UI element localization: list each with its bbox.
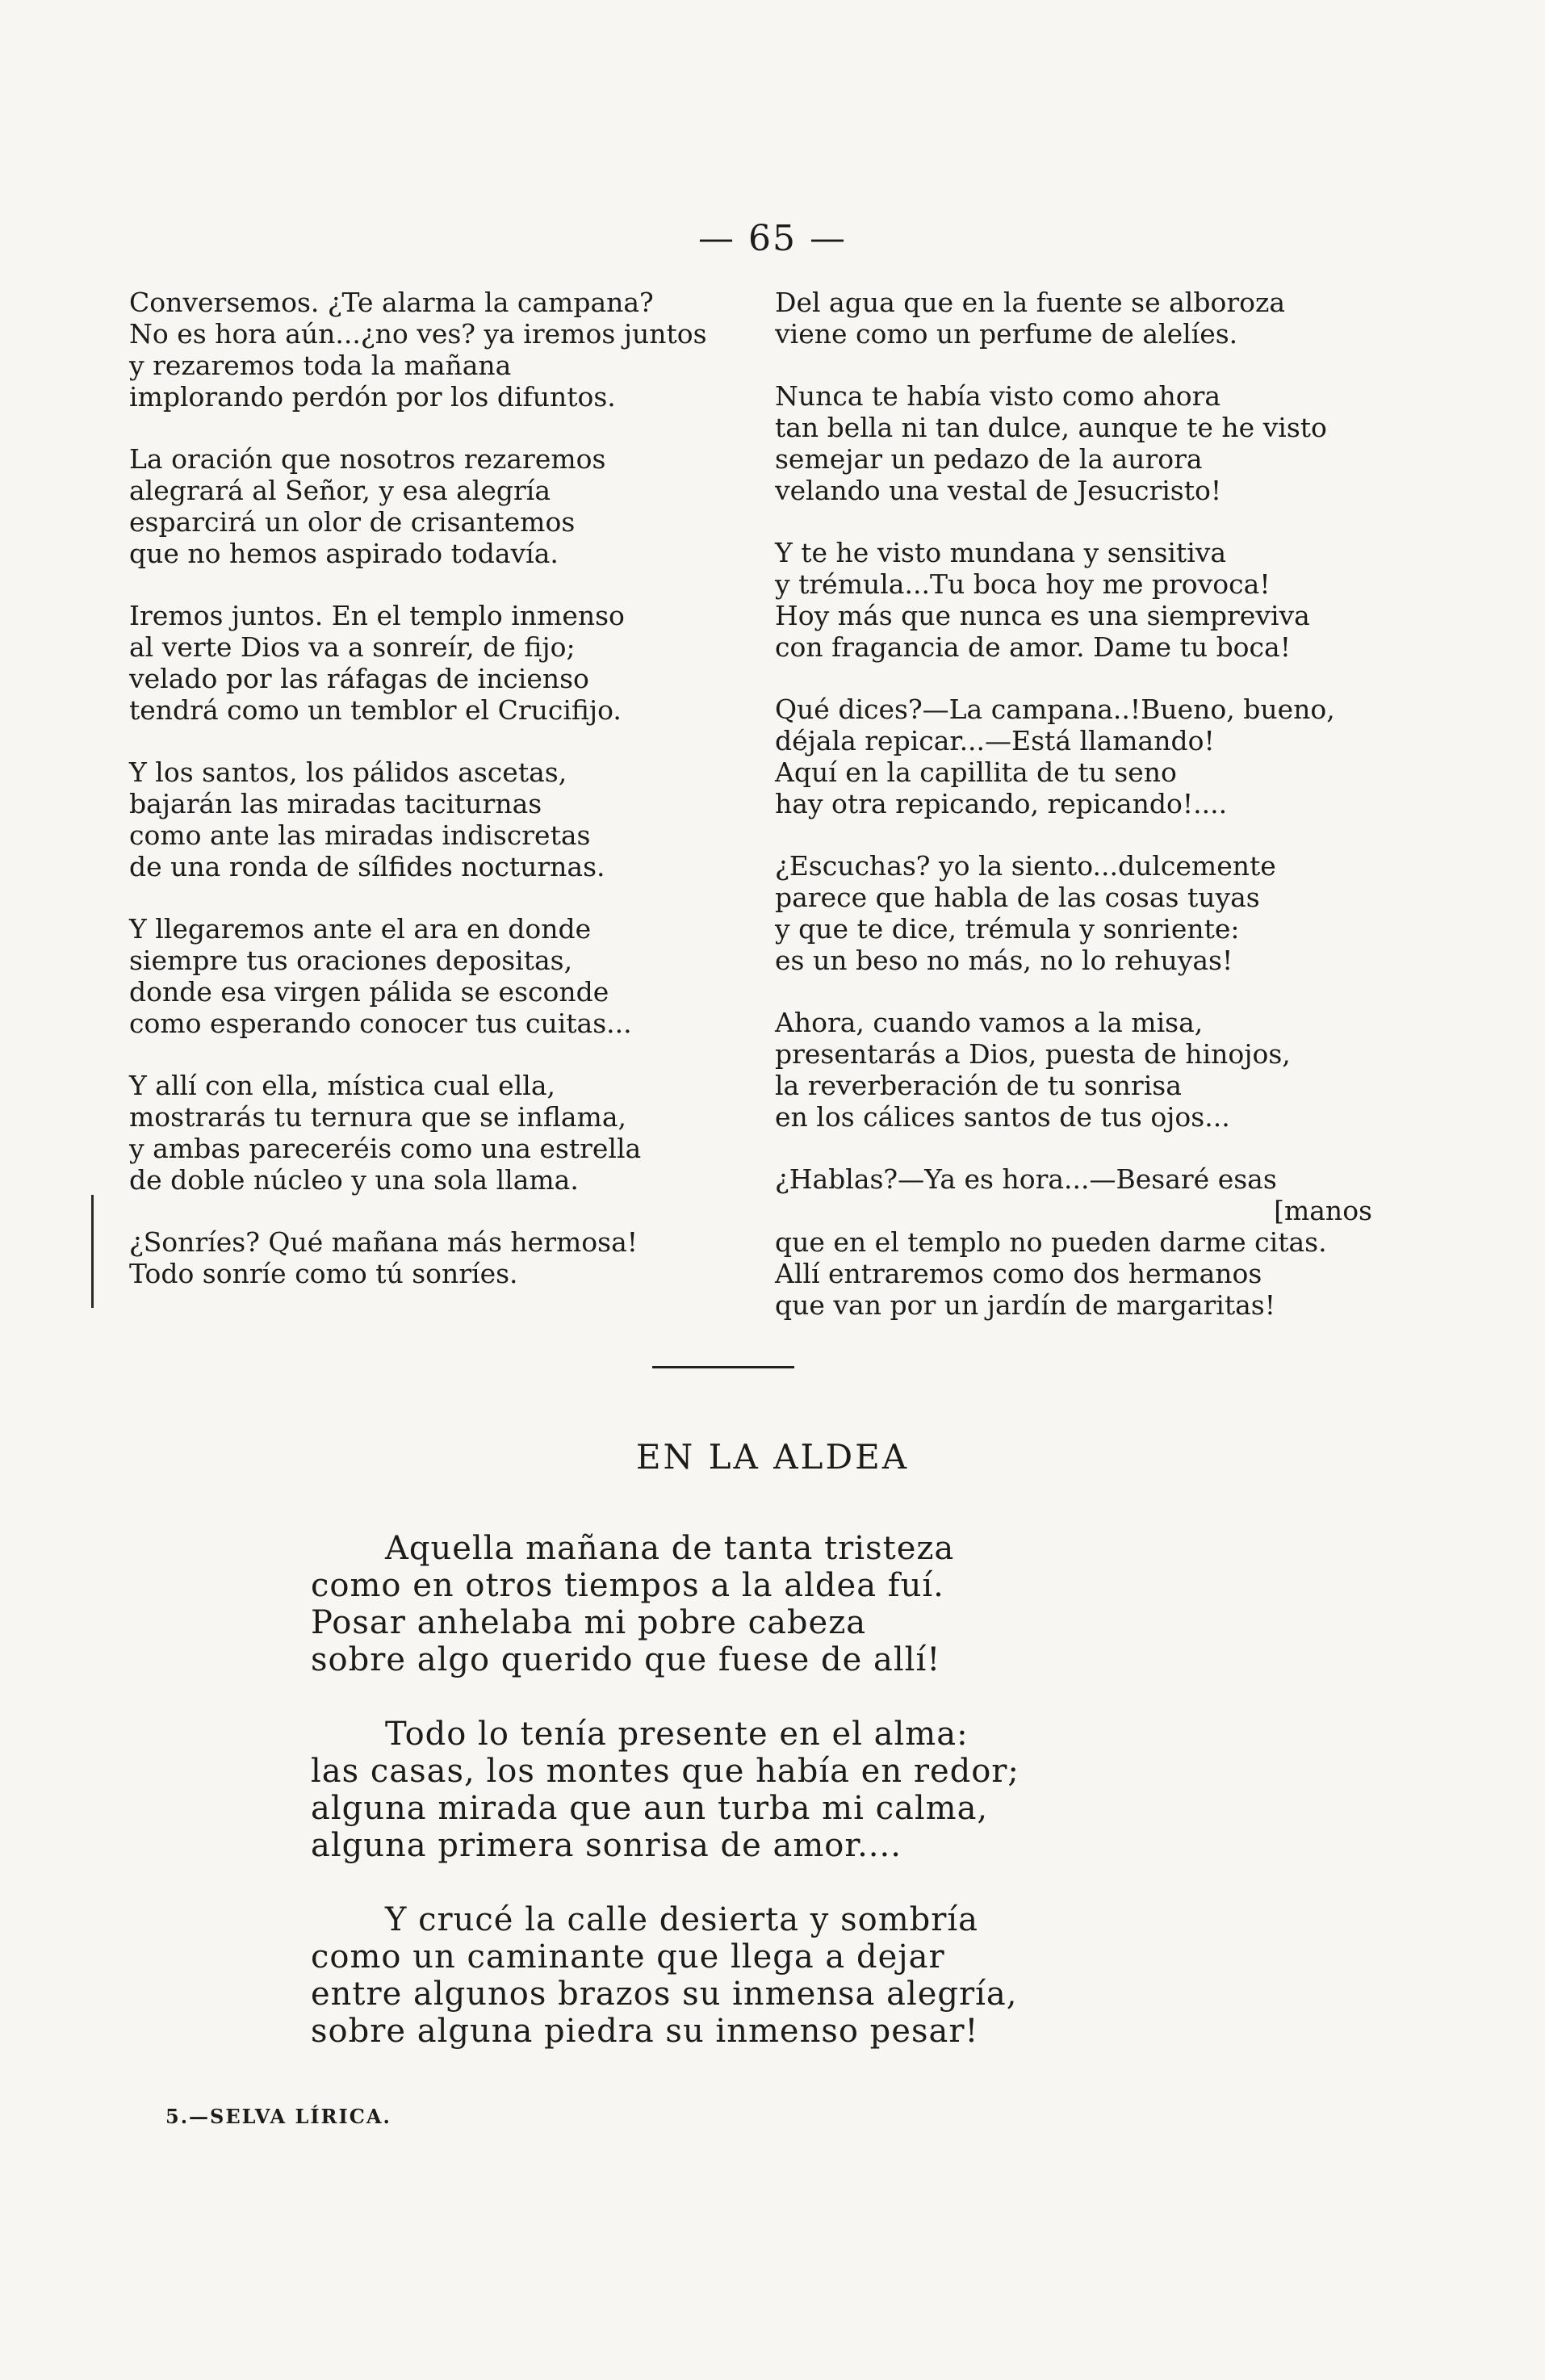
verse-line: presentarás a Dios, puesta de hinojos, (775, 1038, 1291, 1070)
poem-body (311, 1530, 1118, 2087)
verse-line: semejar un pedazo de la aurora (775, 443, 1203, 475)
stanza (775, 693, 1372, 819)
verse-line: como ante las miradas indiscretas (129, 819, 591, 851)
verse-line: No es hora aún...¿no ves? ya iremos juntos (129, 318, 707, 350)
verse-line: tendrá como un temblor el Crucifijo. (129, 694, 622, 726)
stanza (129, 1070, 743, 1196)
verse-line: en los cálices santos de tus ojos... (775, 1101, 1230, 1133)
verse-line: Conversemos. ¿Te alarma la campana? (129, 287, 654, 318)
verse-line: sobre alguna piedra su inmenso pesar! (311, 2013, 979, 2050)
verse-line: donde esa virgen pálida se esconde (129, 976, 609, 1008)
verse-line: con fragancia de amor. Dame tu boca! (775, 631, 1291, 663)
verse-line: que no hemos aspirado todavía. (129, 538, 559, 569)
verse-line: Hoy más que nunca es una siempreviva (775, 600, 1310, 631)
verse-line: [manos (1274, 1195, 1372, 1226)
verse-line: déjala repicar...—Está llamando! (775, 725, 1215, 756)
verse-line: Todo lo tenía presente en el alma: (385, 1716, 969, 1753)
verse-line: Allí entraremos como dos hermanos (775, 1258, 1262, 1289)
stanza (311, 1716, 1118, 1864)
verse-line: ¿Hablas?—Ya es hora...—Besaré esas (775, 1163, 1277, 1195)
verse-line: como esperando conocer tus cuitas... (129, 1008, 632, 1039)
stanza (311, 1901, 1118, 2050)
verse-line: como en otros tiempos a la aldea fuí. (311, 1567, 944, 1604)
verse-line: Todo sonríe como tú sonríes. (129, 1258, 518, 1289)
stanza (129, 287, 743, 413)
verse-line: Qué dices?—La campana..!Bueno, bueno, (775, 693, 1335, 725)
verse-line: Posar anhelaba mi pobre cabeza (311, 1604, 867, 1641)
stanza (775, 850, 1372, 976)
verse-line: de una ronda de sílfides nocturnas. (129, 851, 605, 882)
right-column (775, 287, 1372, 1351)
section-divider (652, 1366, 794, 1368)
stanza (129, 443, 743, 569)
stanza (129, 756, 743, 882)
verse-line: y trémula...Tu boca hoy me provoca! (775, 568, 1271, 600)
verse-line: la reverberación de tu sonrisa (775, 1070, 1182, 1101)
verse-line: entre algunos brazos su inmensa alegría, (311, 1976, 1018, 2013)
stanza (129, 600, 743, 726)
verse-line: Aquella mañana de tanta tristeza (385, 1530, 955, 1567)
verse-line: al verte Dios va a sonreír, de fijo; (129, 631, 576, 663)
verse-line: y ambas pareceréis como una estrella (129, 1133, 642, 1164)
verse-line: Y llegaremos ante el ara en donde (129, 913, 592, 945)
verse-line: ¿Sonríes? Qué mañana más hermosa! (129, 1226, 639, 1258)
verse-line: y rezaremos toda la mañana (129, 350, 512, 381)
stanza (775, 537, 1372, 663)
verse-line: viene como un perfume de alelíes. (775, 318, 1238, 350)
verse-line: que en el templo no pueden darme citas. (775, 1226, 1327, 1258)
verse-line: de doble núcleo y una sola llama. (129, 1164, 579, 1196)
verse-line: Nunca te había visto como ahora (775, 380, 1221, 412)
verse-line: que van por un jardín de margaritas! (775, 1289, 1275, 1321)
verse-line: Ahora, cuando vamos a la misa, (775, 1007, 1204, 1038)
verse-line: Y los santos, los pálidos ascetas, (129, 756, 567, 788)
page-number: — 65 — (698, 218, 847, 259)
stanza (775, 380, 1372, 506)
verse-line: las casas, los montes que había en redor; (311, 1753, 1020, 1790)
stanza (775, 287, 1372, 350)
verse-line: implorando perdón por los difuntos. (129, 381, 616, 413)
verse-line: alguna primera sonrisa de amor.... (311, 1827, 902, 1864)
verse-line: siempre tus oraciones depositas, (129, 945, 573, 976)
verse-line: es un beso no más, no lo rehuyas! (775, 945, 1233, 976)
stanza (129, 1226, 743, 1289)
stanza (129, 913, 743, 1039)
verse-line: Y crucé la calle desierta y sombría (385, 1901, 979, 1938)
verse-line: Y allí con ella, mística cual ella, (129, 1070, 555, 1101)
verse-line: Y te he visto mundana y sensitiva (775, 537, 1227, 568)
verse-line: ¿Escuchas? yo la siento...dulcemente (775, 850, 1276, 882)
verse-line: mostrarás tu ternura que se inflama, (129, 1101, 626, 1133)
margin-rule (91, 1195, 94, 1308)
verse-line: alegrará al Señor, y esa alegría (129, 475, 551, 506)
stanza (311, 1530, 1118, 1678)
verse-line: La oración que nosotros rezaremos (129, 443, 606, 475)
verse-line: Aquí en la capillita de tu seno (775, 756, 1177, 788)
verse-line: como un caminante que llega a dejar (311, 1938, 945, 1976)
verse-line: esparcirá un olor de crisantemos (129, 506, 576, 538)
verse-line: bajarán las miradas taciturnas (129, 788, 542, 819)
stanza (775, 1007, 1372, 1133)
verse-line: sobre algo querido que fuese de allí! (311, 1641, 941, 1678)
verse-line: velando una vestal de Jesucristo! (775, 475, 1222, 506)
verse-line: velado por las ráfagas de incienso (129, 663, 589, 694)
verse-line: Del agua que en la fuente se alboroza (775, 287, 1286, 318)
left-column (129, 287, 743, 1320)
verse-line: y que te dice, trémula y sonriente: (775, 913, 1240, 945)
verse-line: alguna mirada que aun turba mi calma, (311, 1790, 989, 1827)
verse-line: parece que habla de las cosas tuyas (775, 882, 1260, 913)
verse-line: tan bella ni tan dulce, aunque te he visto (775, 412, 1327, 443)
verse-line: hay otra repicando, repicando!.... (775, 788, 1228, 819)
verse-line: Iremos juntos. En el templo inmenso (129, 600, 625, 631)
footer-signature: 5.—SELVA LÍRICA. (165, 2105, 391, 2128)
poem-title: EN LA ALDEA (635, 1437, 910, 1477)
stanza (775, 1163, 1372, 1321)
